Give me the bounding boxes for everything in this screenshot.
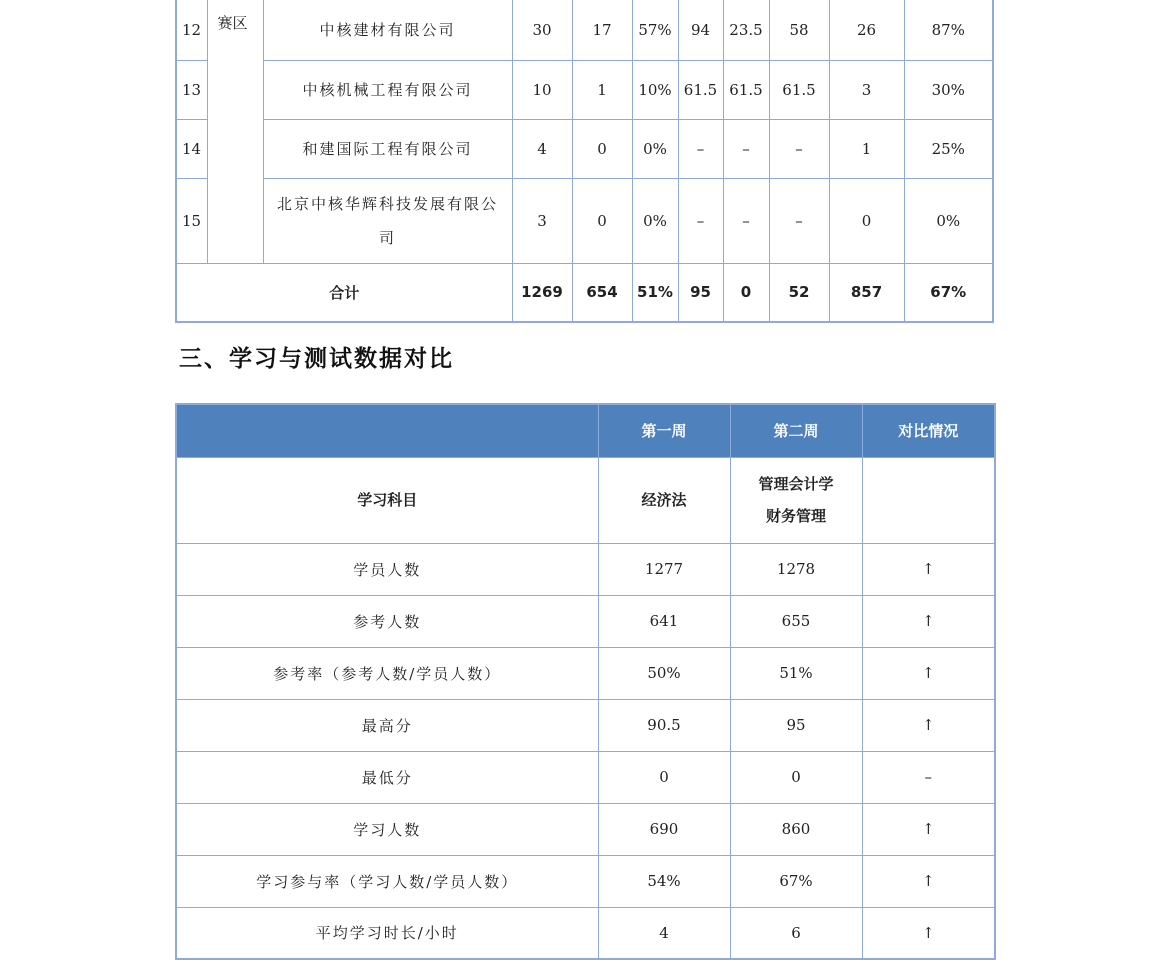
- arrow-up-icon: ↑: [862, 699, 995, 751]
- stat-cell: 17: [572, 0, 632, 60]
- table-row: [176, 119, 993, 178]
- total-cell: 95: [678, 263, 723, 322]
- stat-cell: 87%: [904, 0, 993, 60]
- stat-cell: 30: [512, 0, 572, 60]
- table-row: [176, 855, 995, 907]
- table-row: [176, 647, 995, 699]
- subject-compare: [862, 457, 995, 543]
- metric-label: 学习参与率（学习人数/学员人数）: [176, 855, 598, 907]
- table-row: [176, 751, 995, 803]
- stat-cell: 1: [829, 119, 904, 178]
- dash-icon: –: [862, 751, 995, 803]
- table-row: [176, 595, 995, 647]
- subject-row: [176, 457, 995, 543]
- total-cell: 67%: [904, 263, 993, 322]
- stat-cell: –: [769, 119, 829, 178]
- row-number: 12: [176, 0, 207, 60]
- week2-value: 655: [730, 595, 862, 647]
- table-row: [176, 543, 995, 595]
- stat-cell: –: [723, 119, 769, 178]
- stat-cell: 61.5: [678, 60, 723, 119]
- arrow-up-icon: ↑: [862, 855, 995, 907]
- stat-cell: –: [769, 178, 829, 263]
- stat-cell: –: [678, 119, 723, 178]
- stat-cell: 0%: [632, 178, 678, 263]
- region-cell: 赛区: [207, 0, 263, 263]
- total-row: [176, 263, 993, 322]
- region-ranking-table: [175, 0, 994, 323]
- total-cell: 51%: [632, 263, 678, 322]
- week2-value: 51%: [730, 647, 862, 699]
- stat-cell: 0%: [904, 178, 993, 263]
- arrow-up-icon: ↑: [862, 595, 995, 647]
- stat-cell: 0: [829, 178, 904, 263]
- section-heading: 三、学习与测试数据对比: [179, 346, 454, 372]
- week1-value: 0: [598, 751, 730, 803]
- week1-value: 90.5: [598, 699, 730, 751]
- company-name: 和建国际工程有限公司: [263, 119, 512, 178]
- table-row: [176, 907, 995, 959]
- week2-value: 95: [730, 699, 862, 751]
- total-cell: 52: [769, 263, 829, 322]
- week1-value: 50%: [598, 647, 730, 699]
- header-blank: [176, 404, 598, 457]
- table-row: [176, 803, 995, 855]
- metric-label: 最低分: [176, 751, 598, 803]
- company-name: 中核机械工程有限公司: [263, 60, 512, 119]
- stat-cell: 0: [572, 119, 632, 178]
- table-row: [176, 178, 993, 263]
- subject-week1: 经济法: [598, 457, 730, 543]
- week2-value: 1278: [730, 543, 862, 595]
- subject-week2-line1: 管理会计学: [758, 475, 834, 493]
- stat-cell: 94: [678, 0, 723, 60]
- week1-value: 1277: [598, 543, 730, 595]
- arrow-up-icon: ↑: [862, 907, 995, 959]
- stat-cell: 57%: [632, 0, 678, 60]
- week2-value: 6: [730, 907, 862, 959]
- total-cell: 654: [572, 263, 632, 322]
- metric-label: 参考人数: [176, 595, 598, 647]
- week2-value: 67%: [730, 855, 862, 907]
- header-row: [176, 404, 995, 457]
- total-cell: 1269: [512, 263, 572, 322]
- stat-cell: 61.5: [769, 60, 829, 119]
- stat-cell: 23.5: [723, 0, 769, 60]
- table-row: [176, 0, 993, 60]
- table-row: [176, 699, 995, 751]
- week1-value: 54%: [598, 855, 730, 907]
- header-week1: 第一周: [598, 404, 730, 457]
- total-cell: 857: [829, 263, 904, 322]
- stat-cell: 4: [512, 119, 572, 178]
- row-number: 14: [176, 119, 207, 178]
- week1-value: 4: [598, 907, 730, 959]
- metric-label: 参考率（参考人数/学员人数）: [176, 647, 598, 699]
- stat-cell: –: [723, 178, 769, 263]
- subject-week2: [730, 457, 862, 543]
- week1-value: 641: [598, 595, 730, 647]
- arrow-up-icon: ↑: [862, 803, 995, 855]
- row-number: 13: [176, 60, 207, 119]
- metric-label: 学员人数: [176, 543, 598, 595]
- arrow-up-icon: ↑: [862, 543, 995, 595]
- metric-label: 平均学习时长/小时: [176, 907, 598, 959]
- metric-label: 学习人数: [176, 803, 598, 855]
- subject-label: 学习科目: [176, 457, 598, 543]
- metric-label: 最高分: [176, 699, 598, 751]
- stat-cell: 1: [572, 60, 632, 119]
- week2-value: 860: [730, 803, 862, 855]
- stat-cell: 0%: [632, 119, 678, 178]
- total-label: 合计: [176, 263, 512, 322]
- row-number: 15: [176, 178, 207, 263]
- week2-value: 0: [730, 751, 862, 803]
- stat-cell: 61.5: [723, 60, 769, 119]
- header-week2: 第二周: [730, 404, 862, 457]
- company-name: 中核建材有限公司: [263, 0, 512, 60]
- stat-cell: 3: [829, 60, 904, 119]
- study-comparison-table: [175, 403, 996, 960]
- stat-cell: 30%: [904, 60, 993, 119]
- arrow-up-icon: ↑: [862, 647, 995, 699]
- company-name: 北京中核华辉科技发展有限公司: [263, 178, 512, 263]
- stat-cell: 3: [512, 178, 572, 263]
- header-compare: 对比情况: [862, 404, 995, 457]
- stat-cell: 25%: [904, 119, 993, 178]
- stat-cell: 0: [572, 178, 632, 263]
- stat-cell: –: [678, 178, 723, 263]
- stat-cell: 26: [829, 0, 904, 60]
- stat-cell: 10%: [632, 60, 678, 119]
- subject-week2-line2: 财务管理: [765, 507, 826, 525]
- table-row: [176, 60, 993, 119]
- stat-cell: 58: [769, 0, 829, 60]
- week1-value: 690: [598, 803, 730, 855]
- total-cell: 0: [723, 263, 769, 322]
- stat-cell: 10: [512, 60, 572, 119]
